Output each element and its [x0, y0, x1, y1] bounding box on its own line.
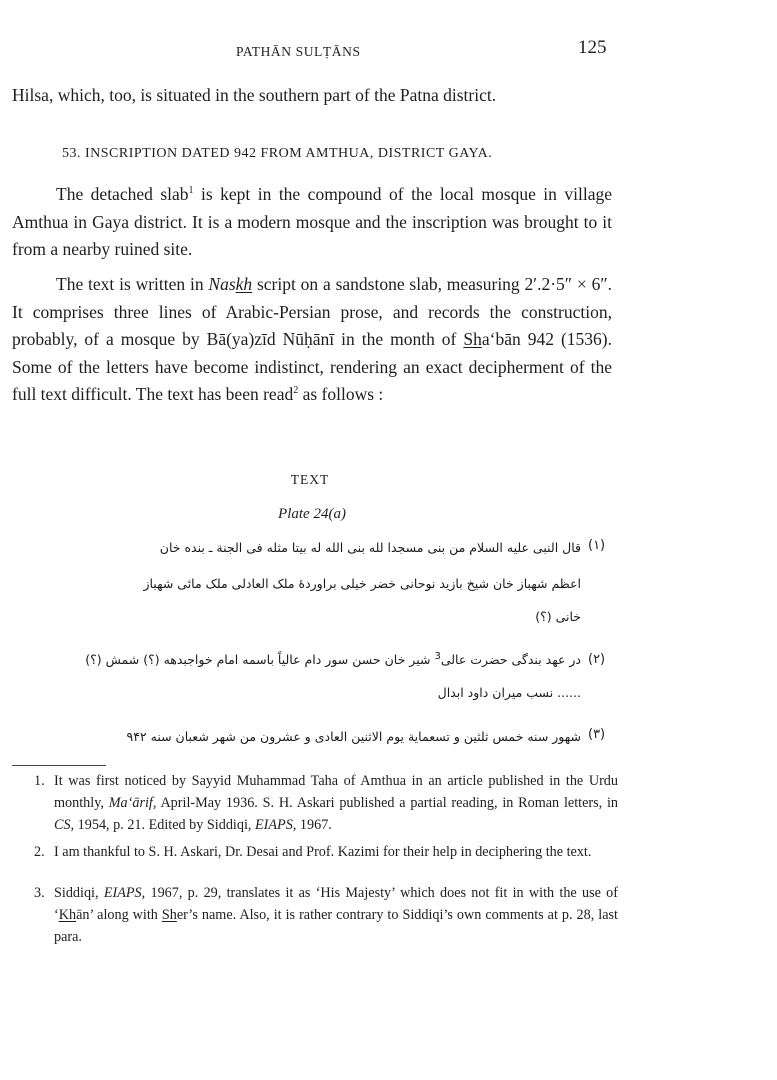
inscription-line-2-segment-1: در عهد بندگی حضرت عالی$^3$ شیر خان حسن سور دام عالیاً باسمه امام خواجبدهه (؟) شمش (؟) [85, 650, 581, 667]
inscription-line-1-segment-3: خانی (؟) [535, 609, 581, 624]
footnote-3-number: 3. [34, 885, 45, 901]
text-heading: TEXT [290, 472, 330, 487]
footnote-ref-3: 3 [434, 650, 441, 662]
paragraph-text-c: as follows : [298, 384, 384, 404]
section-heading: 53. INSCRIPTION DATED 942 FROM AMTHUA, DISTRICT GAYA. [62, 146, 493, 161]
paragraph-text-description [12, 271, 612, 409]
footnote-2-number: 2. [34, 844, 45, 860]
paragraph-text-a: The text is written in [56, 274, 209, 294]
paragraph-slab-text-b: is kept in the compound of the local mosque in village Amthua in Gaya district. It is a modern mosque and the inscription was brought to it from a nearby ruined site. [12, 184, 613, 259]
footnote-2-body: I am thankful to S. H. Askari, Dr. Desai and Prof. Kazimi for their help in deciphering the text. [54, 844, 592, 860]
page-number: 125 [578, 37, 607, 58]
inscription-line-number-3: (۳) [588, 727, 606, 742]
inscription-line-number-2: (۲) [588, 652, 606, 667]
footnote-ref-2: 2 [293, 385, 299, 397]
paragraph-slab-text-a: The detached slab [56, 184, 189, 204]
month-name-underline: Sh [463, 329, 482, 349]
continued-paragraph-text: Hilsa, which, too, is situated in the southern part of the Patna district. [12, 85, 497, 105]
inscription-line-3-segment-1: شهور سنه خمس ثلثین و تسعمایة یوم الاثنین العادی و عشرون من شهر شعبان سنه ۹۴۲ [126, 729, 581, 744]
inscription-line-1-segment-2: اعظم شهباز خان شیخ بازید نوحانی خضر خیلی براوردهٔ ملک العادلی ملک مائی شهباز [143, 576, 581, 591]
plate-caption: Plate 24(a) [278, 506, 346, 522]
paragraph-text-b: script on a sandstone slab, measuring 2′.2·5″ × 6″. It comprises three lines of Arabic-Persian prose, and records the construction, probably, of a mosque by Bā(ya)zīd Nūḥānī in the month of [12, 274, 612, 349]
script-name: Naskh [208, 274, 253, 294]
footnote-2 [34, 841, 618, 863]
footnote-3-body: Siddiqi, EIAPS, 1967, p. 29, translates it as ‘His Majesty’ which does not fit in with the use of ‘Khān’ along with Sher’s name. Also, it is rather contrary to Siddiqi’s own comments at p. 28, last para. [54, 885, 619, 945]
paragraph-text-month: a‘bān 942 (1536). Some of the letters have become indistinct, rendering an exact decipherment of the full text difficult. The text has been read [12, 329, 612, 404]
inscription-line-number-1: (۱) [588, 538, 606, 553]
footnote-ref-1: 1 [188, 185, 194, 197]
inscription-line-1-segment-1: قال النبی علیه السلام من بنی مسجدا لله بنی الله له بیتا مثله فی الجنة ـ بنده خان [159, 540, 581, 555]
continued-paragraph [12, 82, 612, 110]
running-title: PATHĀN SULṬĀNS [236, 44, 361, 59]
footnote-1 [34, 770, 618, 836]
footnote-1-body: It was first noticed by Sayyid Muhammad Taha of Amthua in an article published in the Urdu monthly, Ma‘ārif, April-May 1936. S. H. Askari published a partial reading, in Roman letters, in CS, 1954, p. 21. Edited by Siddiqi, EIAPS, 1967. [54, 773, 619, 833]
inscription-line-2-segment-3: ...... نسب میران داود ابدال [437, 685, 581, 700]
footnote-divider [12, 765, 106, 766]
paragraph-slab [12, 181, 612, 264]
footnote-1-number: 1. [34, 773, 45, 789]
footnote-3 [34, 882, 618, 948]
